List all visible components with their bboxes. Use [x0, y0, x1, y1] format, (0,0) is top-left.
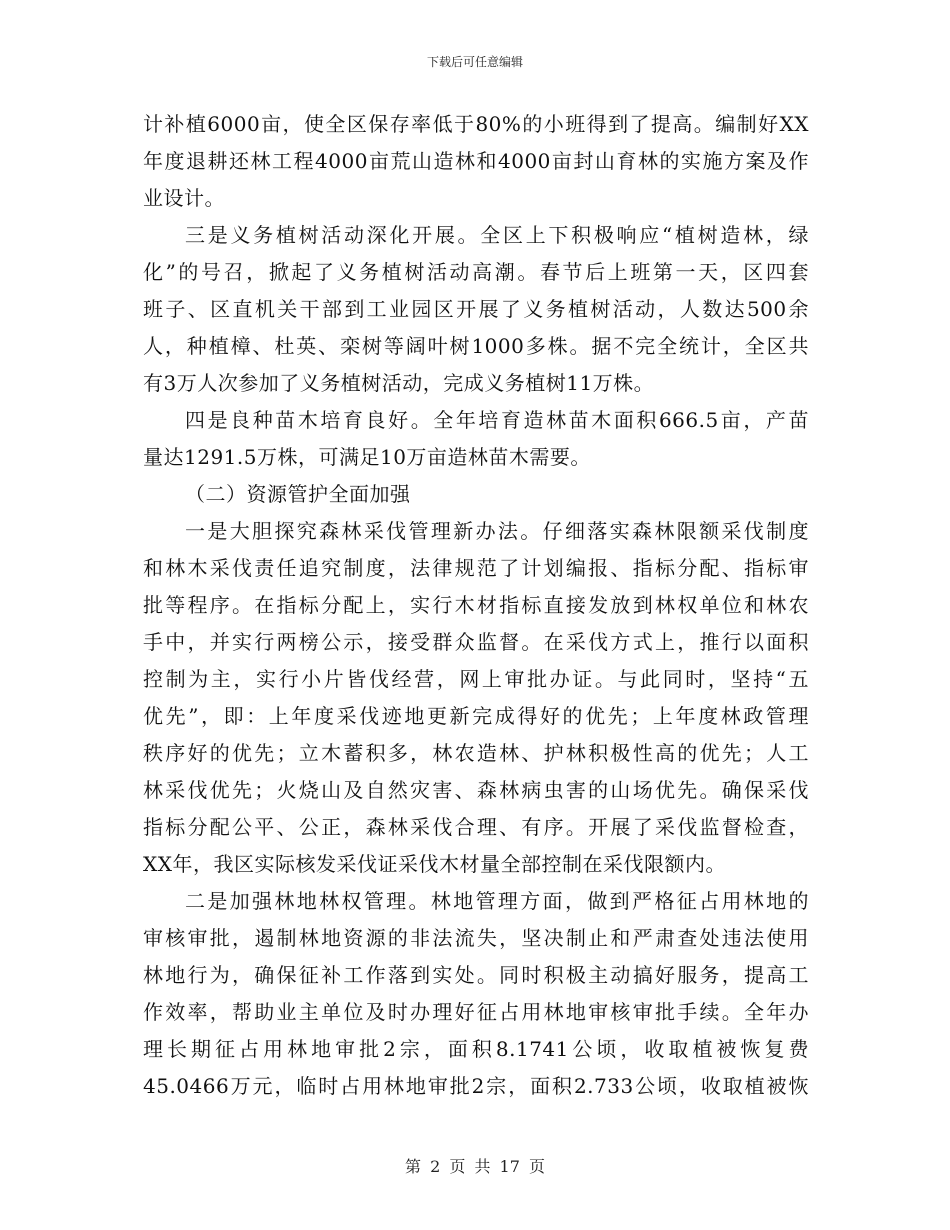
page-header: 下载后可任意编辑: [426, 55, 523, 69]
text-line: 班子、区直机关干部到工业园区开展了义务植树活动，人数达500余: [143, 297, 809, 321]
text-line: 优先”，即：上年度采伐迹地更新完成得好的优先；上年度林政管理: [143, 704, 809, 728]
text-line: 化”的号召，掀起了义务植树活动高潮。春节后上班第一天，区四套: [143, 260, 809, 284]
text-line: 业设计。: [143, 186, 225, 210]
page-footer: 第 2 页 共 17 页: [405, 1157, 545, 1176]
text-line: 作效率，帮助业主单位及时办理好征占用林地审核审批手续。全年办: [143, 1000, 809, 1024]
text-line: 批等程序。在指标分配上，实行木材指标直接发放到林权单位和林农: [143, 593, 809, 617]
text-line: 三是义务植树活动深化开展。全区上下积极响应“植树造林，绿: [185, 223, 809, 247]
text-line: 秩序好的优先；立木蓄积多，林农造林、护林积极性高的优先；人工: [143, 741, 809, 765]
document-body: [143, 106, 809, 1105]
text-line: 林采伐优先；火烧山及自然灾害、森林病虫害的山场优先。确保采伐: [143, 778, 809, 802]
text-line: 年度退耕还林工程4000亩荒山造林和4000亩封山育林的实施方案及作: [143, 149, 809, 173]
text-line: 有3万人次参加了义务植树活动，完成义务植树11万株。: [143, 371, 655, 395]
text-line: 理长期征占用林地审批2宗，面积8.1741公顷，收取植被恢复费: [143, 1037, 809, 1061]
text-line: 和林木采伐责任追究制度，法律规范了计划编报、指标分配、指标审: [143, 556, 809, 580]
text-line: 计补植6000亩，使全区保存率低于80%的小班得到了提高。编制好XX: [143, 112, 809, 136]
text-line: 林地行为，确保征补工作落到实处。同时积极主动搞好服务，提高工: [143, 963, 809, 987]
text-line: 一是大胆探究森林采伐管理新办法。仔细落实森林限额采伐制度: [185, 519, 809, 543]
text-line: 指标分配公平、公正，森林采伐合理、有序。开展了采伐监督检查，: [143, 815, 809, 839]
text-line: 手中，并实行两榜公示，接受群众监督。在采伐方式上，推行以面积: [143, 630, 809, 654]
text-line: 45.0466万元，临时占用林地审批2宗，面积2.733公顷，收取植被恢: [143, 1074, 809, 1098]
text-line: 二是加强林地林权管理。林地管理方面，做到严格征占用林地的: [185, 889, 809, 913]
text-line: 四是良种苗木培育良好。全年培育造林苗木面积666.5亩，产苗: [185, 408, 809, 432]
text-line: （二）资源管护全面加强: [185, 482, 411, 506]
text-line: XX年，我区实际核发采伐证采伐木材量全部控制在采伐限额内。: [143, 852, 726, 876]
text-line: 控制为主，实行小片皆伐经营，网上审批办证。与此同时，坚持“五: [143, 667, 809, 691]
text-line: 审核审批，遏制林地资源的非法流失，坚决制止和严肃查处违法使用: [143, 926, 809, 950]
text-line: 量达1291.5万株，可满足10万亩造林苗木需要。: [143, 445, 591, 469]
text-line: 人，种植樟、杜英、栾树等阔叶树1000多株。据不完全统计，全区共: [143, 334, 809, 358]
